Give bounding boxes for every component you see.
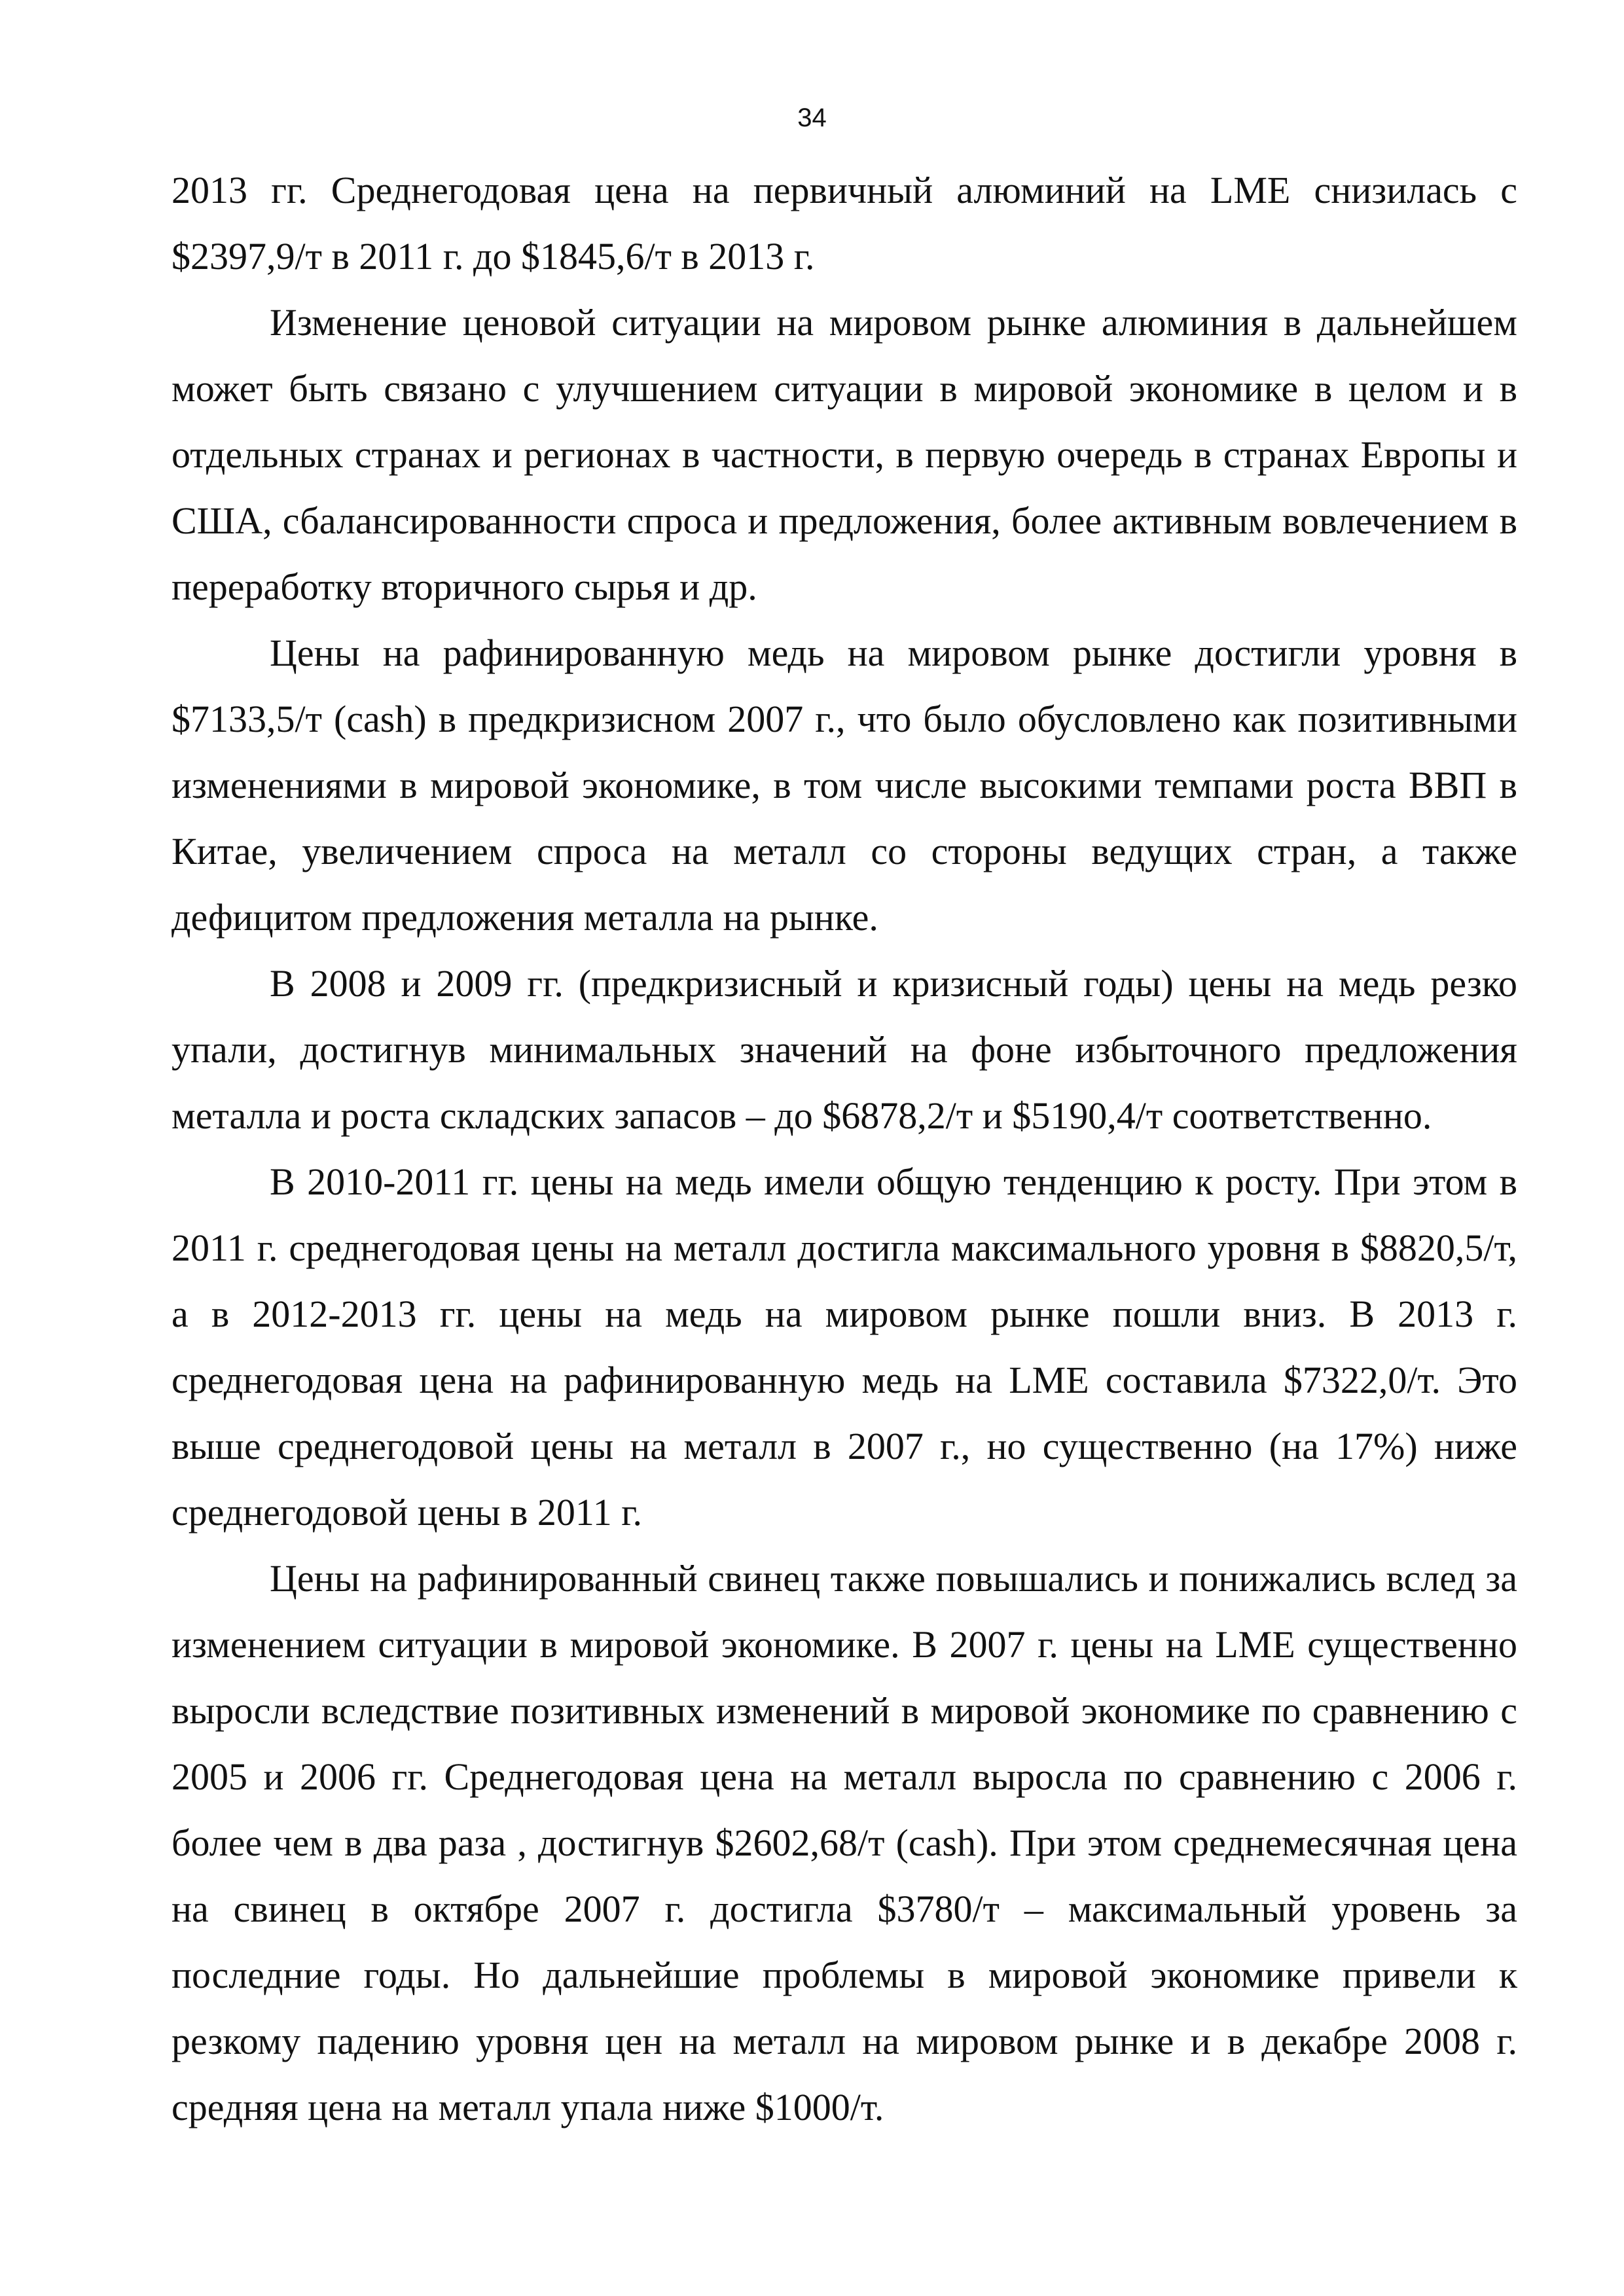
page-number: 34 xyxy=(797,103,827,132)
document-body xyxy=(171,157,1517,2140)
paragraph-aluminum-price-decline: 2013 гг. Среднегодовая цена на первичный алюминий на LME снизилась с $2397,9/т в 2011 г. до $1845,6/т в 2013 г. xyxy=(171,169,1517,278)
paragraph-lead-prices: Цены на рафинированный свинец также повышались и понижались вслед за изменением ситуации в мировой экономике. В 2007 г. цены на LME существенно выросли вследствие позитивных изменений в мировой экономике по сравнению с 2005 и 2006 гг. Среднегодовая цена на металл выросла по сравнению с 2006 г. более чем в два раза , достигнув $2602,68/т (cash). При этом среднемесячная цена на свинец в октябре 2007 г. достигла $3780/т – максимальный уровень за последние годы. Но дальнейшие проблемы в мировой экономике привели к резкому падению уровня цен на металл на мировом рынке и в декабре 2008 г. средняя цена на металл упала ниже $1000/т. xyxy=(171,1557,1517,2128)
paragraph-copper-2008-2009: В 2008 и 2009 гг. (предкризисный и кризисный годы) цены на медь резко упали, достигнув минимальных значений на фоне избыточного предложения металла и роста складских запасов – до $6878,2/т и $5190,4/т соответственно. xyxy=(171,962,1517,1137)
paragraph-copper-2007: Цены на рафинированную медь на мировом рынке достигли уровня в $7133,5/т (cash) в предкризисном 2007 г., что было обусловлено как позитивными изменениями в мировой экономике, в том числе высокими темпами роста ВВП в Китае, увеличением спроса на металл со стороны ведущих стран, а также дефицитом предложения металла на рынке. xyxy=(171,632,1517,939)
paragraph-copper-2010-2013: В 2010-2011 гг. цены на медь имели общую тенденцию к росту. При этом в 2011 г. среднегодовая цены на металл достигла максимального уровня в $8820,5/т, а в 2012-2013 гг. цены на медь на мировом рынке пошли вниз. В 2013 г. среднегодовая цена на рафинированную медь на LME составила $7322,0/т. Это выше среднегодовой цены на металл в 2007 г., но существенно (на 17%) ниже среднегодовой цены в 2011 г. xyxy=(171,1160,1517,1534)
paragraph-aluminum-outlook: Изменение ценовой ситуации на мировом рынке алюминия в дальнейшем может быть связано с улучшением ситуации в мировой экономике в целом и в отдельных странах и регионах в частности, в первую очередь в странах Европы и США, сбалансированности спроса и предложения, более активным вовлечением в переработку вторичного сырья и др. xyxy=(171,301,1517,608)
